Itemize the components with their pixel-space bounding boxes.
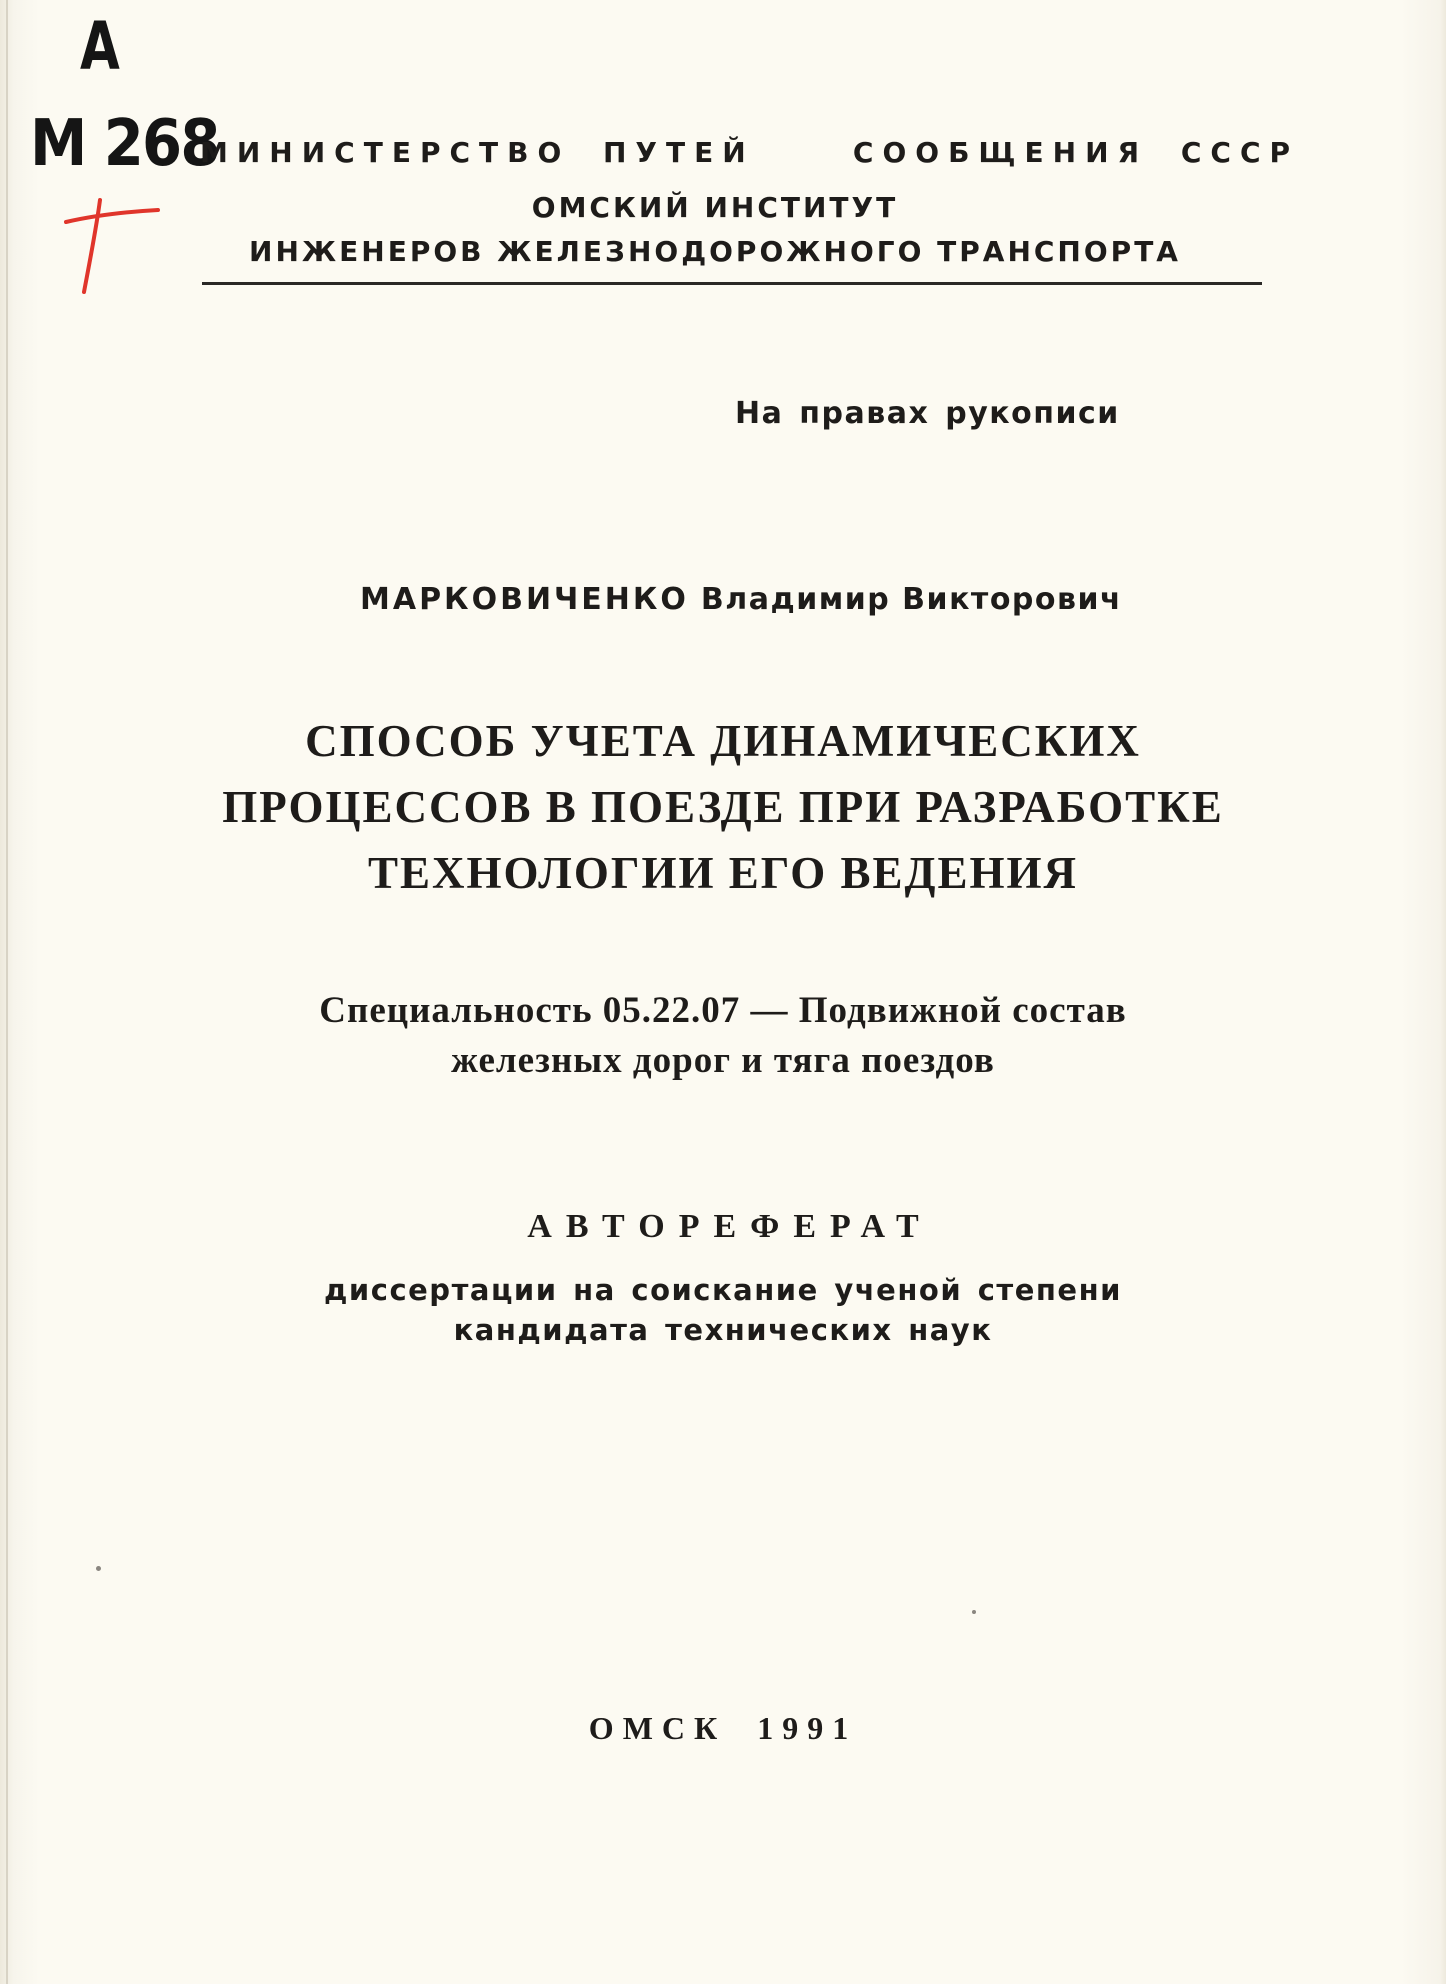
degree-line-1: диссертации на соискание ученой степени <box>324 1273 1122 1307</box>
red-cross-mark-icon <box>62 190 162 300</box>
title-line-3: ТЕХНОЛОГИИ ЕГО ВЕДЕНИЯ <box>368 848 1078 898</box>
paper-speck <box>96 1566 101 1571</box>
paper-speck <box>972 1610 976 1614</box>
ministry-name: МИНИСТЕРСТВО ПУТЕЙ СООБЩЕНИЯ СССР <box>200 136 1300 169</box>
title-line-2: ПРОЦЕССОВ В ПОЕЗДЕ ПРИ РАЗРАБОТКЕ <box>222 782 1224 832</box>
dissertation-title <box>160 708 1286 906</box>
degree-line-2: кандидата технических наук <box>453 1313 993 1347</box>
institute-line-2: ИНЖЕНЕРОВ ЖЕЛЕЗНОДОРОЖНОГО ТРАНСПОРТА <box>249 235 1181 268</box>
specialty-line-1: Специальность 05.22.07 — Подвижной состав <box>319 990 1127 1031</box>
page-edge <box>6 0 8 1984</box>
degree-description <box>160 1270 1286 1350</box>
institute-name <box>200 186 1230 274</box>
city-year: ОМСК 1991 <box>588 1710 858 1746</box>
institute-line-1: ОМСКИЙ ИНСТИТУТ <box>531 191 899 224</box>
specialty <box>160 986 1286 1086</box>
author-given-names: Владимир Викторович <box>700 582 1123 617</box>
specialty-line-2: железных дорог и тяга поездов <box>451 1040 995 1081</box>
handwritten-letter: А <box>80 8 120 85</box>
abstract-label: АВТОРЕФЕРАТ <box>527 1208 933 1245</box>
rights-notice: На правах рукописи <box>735 396 1120 431</box>
author-name <box>360 582 1122 617</box>
header-divider <box>202 282 1262 285</box>
handwritten-catalog-code: М 268 <box>30 107 219 181</box>
author-surname: МАРКОВИЧЕНКО <box>360 582 689 617</box>
title-line-1: СПОСОБ УЧЕТА ДИНАМИЧЕСКИХ <box>305 716 1141 766</box>
